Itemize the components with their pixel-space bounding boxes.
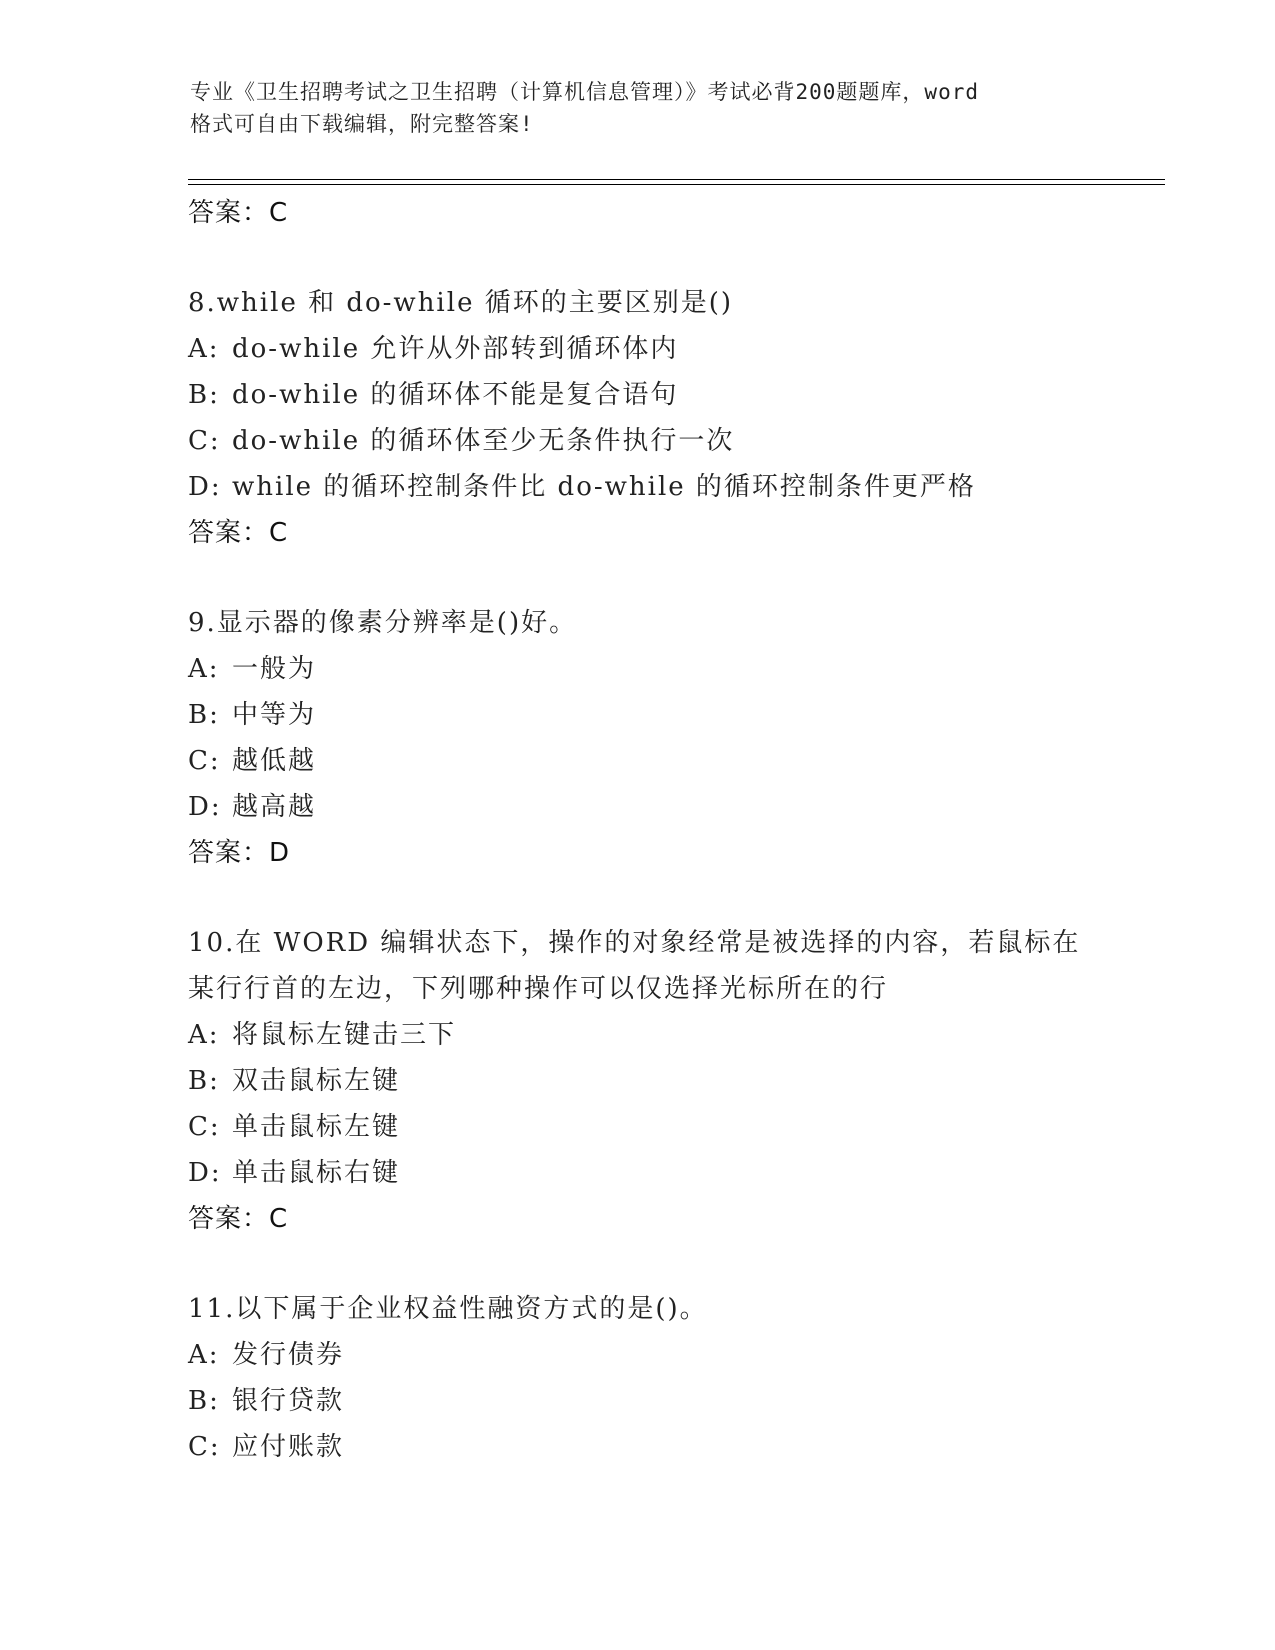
option-text: do-while 允许从外部转到循环体内 (232, 334, 679, 364)
option-letter: D: (188, 1158, 222, 1188)
answer-option (188, 646, 1148, 692)
option-letter: B: (188, 700, 220, 730)
answer-option (188, 418, 1148, 464)
answer-option (188, 372, 1148, 418)
answer-option (188, 1104, 1148, 1150)
answer-option (188, 1332, 1148, 1378)
answer-option (188, 692, 1148, 738)
question-text: 11.以下属于企业权益性融资方式的是()。 (188, 1294, 708, 1324)
option-text: 中等为 (232, 700, 317, 730)
option-letter: D: (188, 792, 222, 822)
answer-option (188, 326, 1148, 372)
option-text: 发行债券 (232, 1340, 345, 1370)
option-text: 越高越 (232, 792, 317, 822)
answer-option (188, 1012, 1148, 1058)
question-spacer (188, 556, 1148, 600)
option-letter: A: (188, 1340, 220, 1370)
option-text: 单击鼠标左键 (232, 1112, 401, 1142)
option-letter: A: (188, 1020, 220, 1050)
question-text: 某行行首的左边，下列哪种操作可以仅选择光标所在的行 (188, 974, 889, 1004)
option-text: 一般为 (232, 654, 317, 684)
question-block (188, 600, 1148, 876)
document-header (190, 76, 1110, 140)
option-letter: C: (188, 1432, 221, 1462)
answer-line: 答案：C (188, 518, 289, 548)
answer-option (188, 784, 1148, 830)
header-divider-top (188, 179, 1165, 180)
question-block (188, 920, 1148, 1242)
header-line-1: 专业《卫生招聘考试之卫生招聘（计算机信息管理）》考试必背200题题库，word (190, 80, 979, 104)
option-text: 单击鼠标右键 (232, 1158, 401, 1188)
option-text: do-while 的循环体不能是复合语句 (232, 380, 679, 410)
answer-option (188, 464, 1148, 510)
option-text: 将鼠标左键击三下 (232, 1020, 457, 1050)
option-text: 银行贷款 (232, 1386, 345, 1416)
question-spacer (188, 876, 1148, 920)
answer-line: 答案：C (188, 198, 289, 228)
question-text: 10.在 WORD 编辑状态下，操作的对象经常是被选择的内容，若鼠标在 (188, 928, 1081, 958)
question-list (188, 190, 1148, 1470)
question-text: 9.显示器的像素分辨率是()好。 (188, 608, 578, 638)
option-letter: A: (188, 334, 220, 364)
answer-option (188, 1378, 1148, 1424)
option-letter: B: (188, 1066, 220, 1096)
answer-option (188, 738, 1148, 784)
option-letter: C: (188, 1112, 221, 1142)
header-line-2: 格式可自由下载编辑，附完整答案! (190, 112, 534, 136)
header-divider-bottom (188, 184, 1165, 185)
answer-option (188, 1424, 1148, 1470)
option-letter: A: (188, 654, 220, 684)
answer-option (188, 1150, 1148, 1196)
option-letter: C: (188, 426, 221, 456)
option-text: do-while 的循环体至少无条件执行一次 (232, 426, 735, 456)
answer-line: 答案：D (188, 838, 291, 868)
answer-option (188, 1058, 1148, 1104)
option-text: 双击鼠标左键 (232, 1066, 401, 1096)
question-spacer (188, 236, 1148, 280)
question-block (188, 280, 1148, 556)
option-text: while 的循环控制条件比 do-while 的循环控制条件更严格 (232, 472, 976, 502)
question-block (188, 1286, 1148, 1470)
option-letter: D: (188, 472, 222, 502)
option-letter: C: (188, 746, 221, 776)
option-text: 越低越 (232, 746, 317, 776)
answer-line: 答案：C (188, 1204, 289, 1234)
question-text: 8.while 和 do-while 循环的主要区别是() (188, 288, 734, 318)
question-spacer (188, 1242, 1148, 1286)
option-text: 应付账款 (232, 1432, 345, 1462)
option-letter: B: (188, 1386, 220, 1416)
option-letter: B: (188, 380, 220, 410)
